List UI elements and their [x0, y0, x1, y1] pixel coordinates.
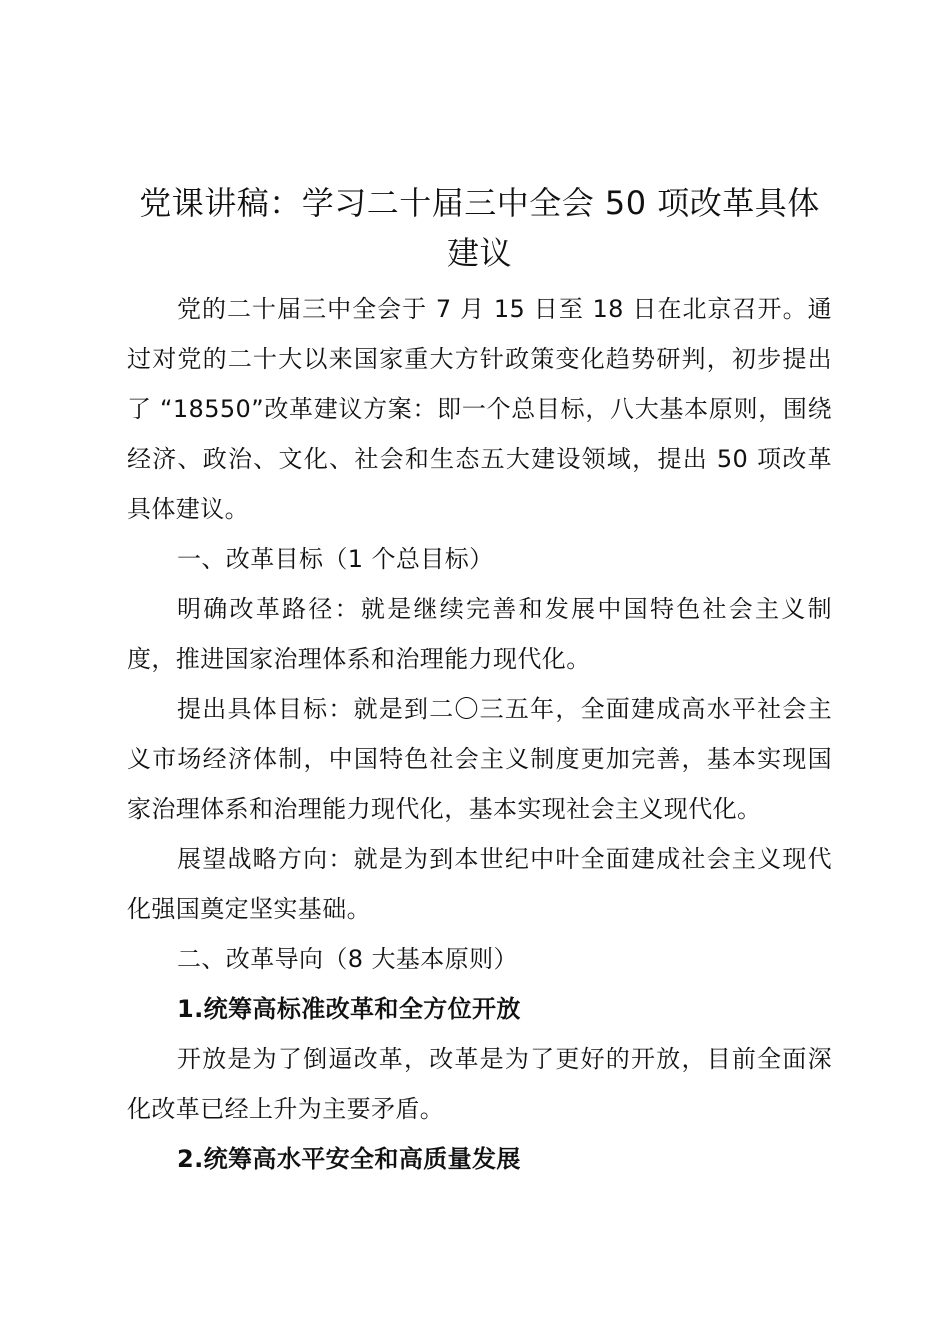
document-body	[127, 178, 832, 1184]
section-1-paragraph-3: 展望战略方向：就是为到本世纪中叶全面建成社会主义现代化强国奠定坚实基础。	[127, 845, 832, 923]
principle-1-body: 开放是为了倒逼改革，改革是为了更好的开放，目前全面深化改革已经上升为主要矛盾。	[127, 1045, 832, 1123]
principle-1-heading: 1.统筹高标准改革和全方位开放	[177, 995, 521, 1023]
document-title: 党课讲稿：学习二十届三中全会 50 项改革具体建议	[139, 184, 820, 272]
section-1-paragraph-2: 提出具体目标：就是到二〇三五年，全面建成高水平社会主义市场经济体制，中国特色社会主义制度更加完善，基本实现国家治理体系和治理能力现代化，基本实现社会主义现代化。	[127, 695, 832, 823]
section-1-heading: 一、改革目标（1 个总目标）	[177, 545, 494, 573]
section-2-heading: 二、改革导向（8 大基本原则）	[177, 945, 518, 973]
section-1-paragraph-1: 明确改革路径：就是继续完善和发展中国特色社会主义制度，推进国家治理体系和治理能力现代化。	[127, 595, 832, 673]
principle-2-heading: 2.统筹高水平安全和高质量发展	[177, 1145, 521, 1173]
intro-paragraph: 党的二十届三中全会于 7 月 15 日至 18 日在北京召开。通过对党的二十大以来国家重大方针政策变化趋势研判，初步提出了 “18550”改革建议方案：即一个总目标，八大基本原则，围绕经济、政治、文化、社会和生态五大建设领域，提出 50 项改革具体建议。	[127, 295, 832, 523]
